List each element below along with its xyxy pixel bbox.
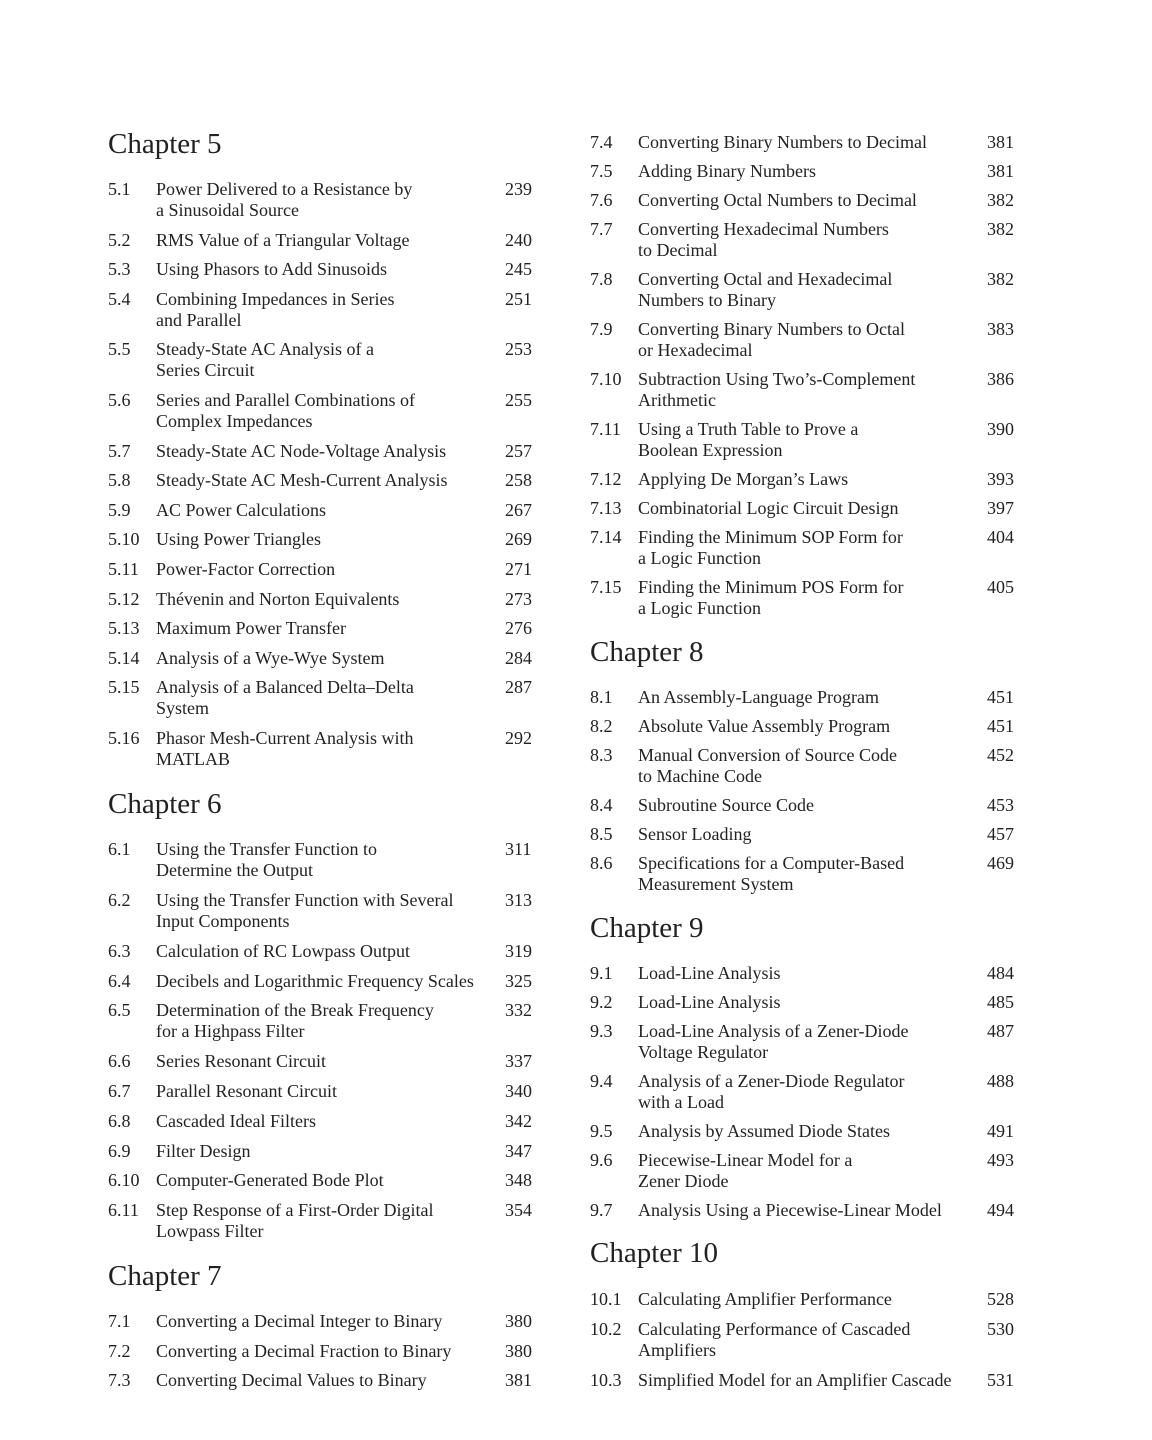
example-number: 9.5 [590,1121,613,1141]
example-title: Series and Parallel Combinations of Complex Impedances [156,390,415,431]
example-number: 6.2 [108,890,131,910]
example-number: 9.7 [590,1200,613,1220]
example-title: Using the Transfer Function with Several Input Components [156,890,454,931]
page-number: 452 [987,745,1014,765]
example-title: Decibels and Logarithmic Frequency Scales [156,971,474,991]
page-number: 469 [987,853,1014,873]
example-number: 6.1 [108,839,131,859]
page-number: 457 [987,824,1014,844]
example-title: Calculating Amplifier Performance [638,1289,892,1309]
example-number: 6.10 [108,1170,140,1190]
example-title: Determination of the Break Frequency for a Highpass Filter [156,1000,434,1041]
page-number: 484 [987,963,1014,983]
page-number: 267 [505,500,532,520]
example-number: 9.2 [590,992,613,1012]
example-number: 5.11 [108,559,139,579]
example-number: 5.14 [108,648,140,668]
chapter-heading: Chapter 10 [590,1237,719,1269]
page-number: 530 [987,1319,1014,1339]
page-number: 273 [505,589,532,609]
example-title: Converting Binary Numbers to Decimal [638,132,927,152]
example-number: 9.3 [590,1021,613,1041]
example-number: 5.12 [108,589,140,609]
example-title: Converting Octal and Hexadecimal Numbers to Binary [638,269,893,310]
example-number: 5.10 [108,529,140,549]
example-title: Analysis Using a Piecewise-Linear Model [638,1200,942,1220]
page-number: 348 [505,1170,532,1190]
example-title: Series Resonant Circuit [156,1051,326,1071]
example-title: Steady-State AC Analysis of a Series Circuit [156,339,374,380]
example-title: Analysis of a Zener-Diode Regulator with a Load [638,1071,905,1112]
example-title: Manual Conversion of Source Code to Machine Code [638,745,897,786]
example-title: Analysis of a Balanced Delta–Delta System [156,677,414,718]
example-title: Parallel Resonant Circuit [156,1081,337,1101]
example-number: 7.6 [590,190,613,210]
example-title: Converting Octal Numbers to Decimal [638,190,917,210]
page-number: 383 [987,319,1014,339]
page-number: 292 [505,728,532,748]
page-number: 453 [987,795,1014,815]
page-number: 531 [987,1370,1014,1390]
example-number: 7.7 [590,219,613,239]
page-number: 287 [505,677,532,697]
page-number: 451 [987,687,1014,707]
example-number: 5.5 [108,339,131,359]
example-title: Converting a Decimal Fraction to Binary [156,1341,452,1361]
example-number: 7.5 [590,161,613,181]
example-number: 6.8 [108,1111,131,1131]
page-number: 528 [987,1289,1014,1309]
example-number: 7.14 [590,527,622,547]
example-title: Specifications for a Computer-Based Measurement System [638,853,905,894]
example-title: Converting a Decimal Integer to Binary [156,1311,443,1331]
example-number: 5.4 [108,289,131,309]
page-number: 257 [505,441,532,461]
example-number: 5.3 [108,259,131,279]
example-title: Power-Factor Correction [156,559,336,579]
example-title: Computer-Generated Bode Plot [156,1170,384,1190]
example-number: 5.1 [108,179,131,199]
page-number: 487 [987,1021,1014,1041]
example-title: Analysis by Assumed Diode States [638,1121,890,1141]
example-number: 8.3 [590,745,613,765]
example-number: 6.6 [108,1051,131,1071]
example-title: An Assembly-Language Program [638,687,879,707]
example-number: 8.6 [590,853,613,873]
example-title: Load-Line Analysis [638,992,781,1012]
page-number: 319 [505,941,532,961]
example-title: Phasor Mesh-Current Analysis with MATLAB [156,728,414,769]
page-number: 271 [505,559,532,579]
page-number: 404 [987,527,1014,547]
example-number: 5.6 [108,390,131,410]
example-title: Using a Truth Table to Prove a Boolean Expression [638,419,859,460]
page-number: 381 [987,132,1014,152]
example-title: Combining Impedances in Series and Parallel [156,289,395,330]
page-number: 337 [505,1051,532,1071]
page-number: 325 [505,971,532,991]
example-title: Subtraction Using Two’s-Complement Arithmetic [638,369,916,410]
example-title: Calculating Performance of Cascaded Amplifiers [638,1319,911,1360]
example-title: Adding Binary Numbers [638,161,816,181]
chapter-heading: Chapter 8 [590,636,704,668]
page-number: 342 [505,1111,532,1131]
page-number: 284 [505,648,532,668]
example-title: Converting Hexadecimal Numbers to Decimal [638,219,889,260]
example-number: 7.9 [590,319,613,339]
page-number: 491 [987,1121,1014,1141]
example-title: RMS Value of a Triangular Voltage [156,230,410,250]
example-title: Analysis of a Wye-Wye System [156,648,385,668]
page-number: 493 [987,1150,1014,1170]
page-number: 451 [987,716,1014,736]
example-number: 6.5 [108,1000,131,1020]
example-title: Step Response of a First-Order Digital Lowpass Filter [156,1200,434,1241]
example-number: 8.4 [590,795,613,815]
page-number: 382 [987,190,1014,210]
page-number: 255 [505,390,532,410]
page-number: 354 [505,1200,532,1220]
example-title: Using the Transfer Function to Determine the Output [156,839,378,880]
page-number: 340 [505,1081,532,1101]
page-number: 381 [505,1370,532,1390]
example-number: 9.4 [590,1071,613,1091]
page-number: 240 [505,230,532,250]
example-number: 7.2 [108,1341,131,1361]
example-number: 7.1 [108,1311,131,1331]
example-title: Steady-State AC Node-Voltage Analysis [156,441,447,461]
example-number: 9.6 [590,1150,613,1170]
example-title: Cascaded Ideal Filters [156,1111,316,1131]
example-number: 6.7 [108,1081,131,1101]
example-title: Steady-State AC Mesh-Current Analysis [156,470,448,490]
example-title: Subroutine Source Code [638,795,814,815]
example-title: Sensor Loading [638,824,752,844]
page-number: 382 [987,269,1014,289]
example-number: 6.4 [108,971,131,991]
example-title: Finding the Minimum POS Form for a Logic Function [638,577,904,618]
example-title: Piecewise-Linear Model for a Zener Diode [638,1150,853,1191]
example-title: Power Delivered to a Resistance by a Sinusoidal Source [156,179,413,220]
example-number: 5.9 [108,500,131,520]
page-number: 382 [987,219,1014,239]
page-number: 258 [505,470,532,490]
example-number: 8.2 [590,716,613,736]
example-number: 10.3 [590,1370,622,1390]
example-title: Calculation of RC Lowpass Output [156,941,410,961]
example-number: 8.5 [590,824,613,844]
example-number: 5.15 [108,677,140,697]
example-number: 7.12 [590,469,622,489]
example-title: Finding the Minimum SOP Form for a Logic Function [638,527,903,568]
page-number: 390 [987,419,1014,439]
page-number: 380 [505,1341,532,1361]
example-title: Load-Line Analysis of a Zener-Diode Voltage Regulator [638,1021,909,1062]
example-number: 7.13 [590,498,622,518]
example-title: Thévenin and Norton Equivalents [156,589,400,609]
example-number: 7.8 [590,269,613,289]
example-number: 10.1 [590,1289,622,1309]
page-number: 253 [505,339,532,359]
example-title: Simplified Model for an Amplifier Cascade [638,1370,952,1390]
example-number: 7.3 [108,1370,131,1390]
example-number: 7.11 [590,419,621,439]
page-number: 313 [505,890,532,910]
example-number: 5.13 [108,618,140,638]
example-number: 5.16 [108,728,140,748]
page-number: 380 [505,1311,532,1331]
chapter-heading: Chapter 6 [108,788,222,820]
example-number: 6.9 [108,1141,131,1161]
example-number: 5.2 [108,230,131,250]
chapter-heading: Chapter 9 [590,912,704,944]
page-number: 494 [987,1200,1014,1220]
example-title: Converting Decimal Values to Binary [156,1370,427,1390]
chapter-heading: Chapter 5 [108,128,222,160]
example-number: 9.1 [590,963,613,983]
example-title: Absolute Value Assembly Program [638,716,891,736]
example-title: Applying De Morgan’s Laws [638,469,849,489]
page-number: 239 [505,179,532,199]
page-number: 485 [987,992,1014,1012]
example-number: 5.7 [108,441,131,461]
page-number: 347 [505,1141,532,1161]
example-title: AC Power Calculations [156,500,326,520]
example-title: Using Phasors to Add Sinusoids [156,259,388,279]
page-number: 276 [505,618,532,638]
page-number: 245 [505,259,532,279]
example-title: Converting Binary Numbers to Octal or Hexadecimal [638,319,905,360]
example-title: Maximum Power Transfer [156,618,346,638]
example-number: 10.2 [590,1319,622,1339]
example-title: Filter Design [156,1141,251,1161]
page-number: 269 [505,529,532,549]
example-title: Combinatorial Logic Circuit Design [638,498,899,518]
example-number: 6.11 [108,1200,139,1220]
example-number: 8.1 [590,687,613,707]
example-number: 7.4 [590,132,613,152]
example-title: Using Power Triangles [156,529,322,549]
example-number: 5.8 [108,470,131,490]
page-number: 332 [505,1000,532,1020]
page-number: 488 [987,1071,1014,1091]
page-number: 405 [987,577,1014,597]
chapter-heading: Chapter 7 [108,1260,222,1292]
page-number: 397 [987,498,1014,518]
example-number: 7.10 [590,369,622,389]
page-number: 381 [987,161,1014,181]
example-number: 7.15 [590,577,622,597]
example-number: 6.3 [108,941,131,961]
page-number: 251 [505,289,532,309]
page-number: 386 [987,369,1014,389]
example-title: Load-Line Analysis [638,963,781,983]
page-number: 311 [505,839,532,859]
page-number: 393 [987,469,1014,489]
